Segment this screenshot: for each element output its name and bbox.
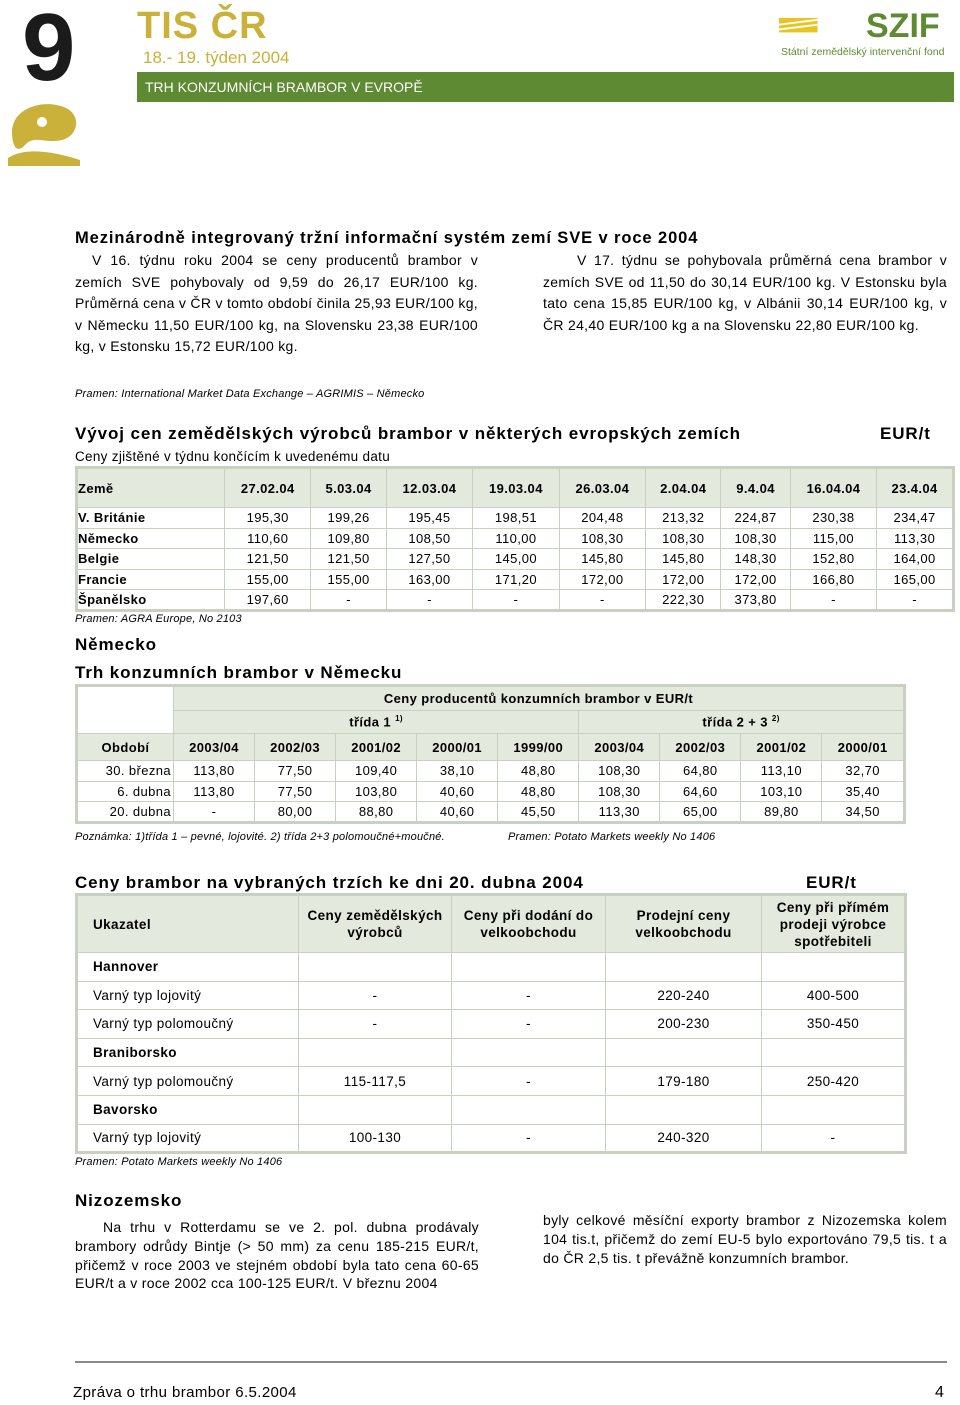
table-row bbox=[77, 981, 906, 1010]
producer-prices-subheading: Ceny zjištěné v týdnu končícím k uvedenému datu bbox=[75, 449, 391, 464]
column-header: 9.4.04 bbox=[721, 468, 790, 508]
table-cell: - bbox=[311, 590, 386, 611]
market-prices-table bbox=[75, 893, 907, 1154]
table-cell: 88,80 bbox=[336, 802, 417, 823]
table-cell: - bbox=[299, 981, 452, 1010]
column-header: 2003/04 bbox=[579, 734, 660, 761]
table-cell: 200-230 bbox=[606, 1010, 762, 1039]
table-cell: 103,80 bbox=[336, 781, 417, 802]
table-cell: 240-320 bbox=[606, 1124, 762, 1153]
table-cell: 64,60 bbox=[660, 781, 741, 802]
netherlands-heading: Nizozemsko bbox=[75, 1191, 183, 1210]
table-cell: - bbox=[452, 1010, 606, 1039]
potato-logo-icon bbox=[4, 88, 84, 168]
table-cell bbox=[299, 953, 452, 982]
producer-prices-heading: Vývoj cen zemědělských výrobců brambor v některých evropských zemích bbox=[75, 424, 741, 443]
table-cell: 222,30 bbox=[646, 590, 721, 611]
column-header: 19.03.04 bbox=[473, 468, 559, 508]
table-cell: 164,00 bbox=[877, 549, 954, 570]
table-cell: 35,40 bbox=[822, 781, 905, 802]
column-header: 16.04.04 bbox=[790, 468, 876, 508]
intro-left-paragraph: V 16. týdnu roku 2004 se ceny producentů brambor v zemích SVE pohybovaly od 9,59 do 26,17 EUR/100 kg. Průměrná cena v ČR v tomto období činila 25,93 EUR/100 kg, v Německu 11,50 EUR/100 kg, na Slovensku 23,38 EUR/100 kg, v Estonsku 15,72 EUR/100 kg. bbox=[75, 252, 478, 354]
table-cell: 350-450 bbox=[762, 1010, 906, 1039]
table-cell: 30. března bbox=[77, 761, 174, 782]
footer-page-number: 4 bbox=[935, 1384, 944, 1401]
table-cell: 65,00 bbox=[660, 802, 741, 823]
table-cell: Belgie bbox=[77, 549, 225, 570]
class1-label: třída 1 bbox=[349, 714, 392, 730]
table-cell: 250-420 bbox=[762, 1067, 906, 1096]
table-cell: - bbox=[762, 1124, 906, 1153]
table-cell bbox=[452, 1038, 606, 1067]
table-row bbox=[77, 569, 954, 590]
table-cell: 108,30 bbox=[579, 781, 660, 802]
table-cell: 230,38 bbox=[790, 508, 876, 529]
table-title: Ceny producentů konzumních brambor v EUR/t bbox=[174, 686, 905, 711]
column-header: Prodejní ceny velkoobchodu bbox=[606, 895, 762, 953]
column-header: 2000/01 bbox=[822, 734, 905, 761]
column-header: Ceny při dodání do velkoobchodu bbox=[452, 895, 606, 953]
germany-note: Poznámka: 1)třída 1 – pevné, lojovité. 2) třída 2+3 polomoučné+moučné. bbox=[75, 831, 445, 843]
table-cell bbox=[606, 1095, 762, 1124]
table-cell: - bbox=[299, 1010, 452, 1039]
table-row bbox=[77, 1095, 906, 1124]
table-cell: 113,30 bbox=[877, 528, 954, 549]
table-row bbox=[77, 1038, 906, 1067]
table-cell bbox=[452, 953, 606, 982]
week-label: 18.- 19. týden 2004 bbox=[143, 48, 290, 67]
column-header: 2000/01 bbox=[417, 734, 498, 761]
table-cell bbox=[606, 953, 762, 982]
table-cell: 145,00 bbox=[473, 549, 559, 570]
table-cell: - bbox=[386, 590, 472, 611]
table-cell: 400-500 bbox=[762, 981, 906, 1010]
table-cell: 108,30 bbox=[721, 528, 790, 549]
table-cell: 198,51 bbox=[473, 508, 559, 529]
section-bar-title: TRH KONZUMNÍCH BRAMBOR V EVROPĚ bbox=[145, 79, 423, 95]
table-cell: 48,80 bbox=[498, 781, 579, 802]
table-cell: 166,80 bbox=[790, 569, 876, 590]
table-cell: Braniborsko bbox=[77, 1038, 299, 1067]
column-header: Ceny zemědělských výrobců bbox=[299, 895, 452, 953]
table-cell: 145,80 bbox=[646, 549, 721, 570]
table-cell: 213,32 bbox=[646, 508, 721, 529]
table-cell bbox=[762, 953, 906, 982]
table-cell: - bbox=[559, 590, 645, 611]
footer-divider bbox=[75, 1361, 947, 1363]
table-cell bbox=[762, 1095, 906, 1124]
table-cell: 224,87 bbox=[721, 508, 790, 529]
intro-heading: Mezinárodně integrovaný tržní informační systém zemí SVE v roce 2004 bbox=[75, 229, 699, 247]
column-header: 1999/00 bbox=[498, 734, 579, 761]
table-cell: 234,47 bbox=[877, 508, 954, 529]
table-cell: 204,48 bbox=[559, 508, 645, 529]
logo-subtitle: Státní zemědělský intervenční fond bbox=[781, 46, 945, 58]
table-cell: - bbox=[790, 590, 876, 611]
table-cell: Bavorsko bbox=[77, 1095, 299, 1124]
table-cell bbox=[762, 1038, 906, 1067]
table-cell bbox=[606, 1038, 762, 1067]
column-header: 27.02.04 bbox=[225, 468, 311, 508]
table-cell: 6. dubna bbox=[77, 781, 174, 802]
column-header: 23.4.04 bbox=[877, 468, 954, 508]
column-header: 5.03.04 bbox=[311, 468, 386, 508]
producer-prices-table bbox=[75, 466, 955, 612]
table-cell: 163,00 bbox=[386, 569, 472, 590]
netherlands-left-paragraph: Na trhu v Rotterdamu se ve 2. pol. dubna prodávaly brambory odrůdy Bintje (> 50 mm) za cenu 185-215 EUR/t, přičemž v roce 2003 ve stejném období byla tato cena 60-65 EUR/t a v roce 2002 cca 100-125 EUR/t. V březnu 2004 bbox=[75, 1219, 479, 1292]
class23-label: třída 2 + 3 bbox=[702, 714, 768, 730]
netherlands-right-paragraph: byly celkové měsíční exporty brambor z Nizozemska kolem 104 tis.t, přičemž do zemí EU-5 bylo exportováno 79,5 tis. t a do ČR 2,5 tis. t převážně konzumních brambor. bbox=[543, 1212, 947, 1266]
table-cell bbox=[299, 1038, 452, 1067]
table-cell: 179-180 bbox=[606, 1067, 762, 1096]
table-cell: 172,00 bbox=[646, 569, 721, 590]
table-cell: - bbox=[452, 981, 606, 1010]
table-header-row bbox=[77, 468, 954, 508]
table-row bbox=[77, 528, 954, 549]
table-cell: 145,80 bbox=[559, 549, 645, 570]
table-cell: 89,80 bbox=[741, 802, 822, 823]
table-cell bbox=[299, 1095, 452, 1124]
table-cell: 113,80 bbox=[174, 761, 255, 782]
column-header: 12.03.04 bbox=[386, 468, 472, 508]
table-cell: 115,00 bbox=[790, 528, 876, 549]
table-cell: 100-130 bbox=[299, 1124, 452, 1153]
table-row bbox=[77, 1010, 906, 1039]
class1-footnote: 1) bbox=[395, 714, 403, 724]
table-row bbox=[77, 781, 905, 802]
table-cell: 64,80 bbox=[660, 761, 741, 782]
table-cell: 197,60 bbox=[225, 590, 311, 611]
table-cell: Španělsko bbox=[77, 590, 225, 611]
class23-footnote: 2) bbox=[771, 714, 780, 724]
chapter-number: 9 bbox=[22, 0, 72, 101]
table-cell: 155,00 bbox=[225, 569, 311, 590]
germany-heading: Německo bbox=[75, 635, 157, 654]
column-header: 2001/02 bbox=[741, 734, 822, 761]
table-cell: V. Británie bbox=[77, 508, 225, 529]
table-blank-cell bbox=[77, 686, 174, 711]
table-cell: 108,30 bbox=[579, 761, 660, 782]
column-header: Země bbox=[77, 468, 225, 508]
table-cell: 148,30 bbox=[721, 549, 790, 570]
column-header: Ukazatel bbox=[77, 895, 299, 953]
table-cell bbox=[452, 1095, 606, 1124]
table-cell: 110,00 bbox=[473, 528, 559, 549]
table-cell: Francie bbox=[77, 569, 225, 590]
footer-report-title: Zpráva o trhu brambor 6.5.2004 bbox=[73, 1384, 297, 1401]
column-header: 2002/03 bbox=[660, 734, 741, 761]
germany-market-heading: Trh konzumních brambor v Německu bbox=[75, 663, 403, 682]
table-row bbox=[77, 1124, 906, 1153]
market-prices-unit: EUR/t bbox=[806, 873, 857, 892]
table-cell: 48,80 bbox=[498, 761, 579, 782]
table-cell: 108,30 bbox=[559, 528, 645, 549]
table-cell: - bbox=[174, 802, 255, 823]
column-header: 2001/02 bbox=[336, 734, 417, 761]
table-cell: 172,00 bbox=[559, 569, 645, 590]
table-cell: 40,60 bbox=[417, 802, 498, 823]
germany-prices-table bbox=[75, 684, 906, 824]
table-cell: 121,50 bbox=[225, 549, 311, 570]
table-cell: 108,30 bbox=[646, 528, 721, 549]
table-cell: 155,00 bbox=[311, 569, 386, 590]
column-header: Ceny při přímém prodeji výrobce spotřebiteli bbox=[762, 895, 906, 953]
table-cell: 171,20 bbox=[473, 569, 559, 590]
table-row bbox=[77, 549, 954, 570]
table-cell: - bbox=[473, 590, 559, 611]
table-cell: 165,00 bbox=[877, 569, 954, 590]
table-row bbox=[77, 590, 954, 611]
table-cell: Hannover bbox=[77, 953, 299, 982]
table-cell: 195,30 bbox=[225, 508, 311, 529]
table-blank-cell bbox=[77, 711, 174, 734]
table-cell: 34,50 bbox=[822, 802, 905, 823]
table-row bbox=[77, 508, 954, 529]
producer-prices-source: Pramen: AGRA Europe, No 2103 bbox=[75, 613, 242, 625]
market-prices-heading: Ceny brambor na vybraných trzích ke dni 20. dubna 2004 bbox=[75, 873, 584, 892]
table-cell: 220-240 bbox=[606, 981, 762, 1010]
table-row bbox=[77, 802, 905, 823]
table-cell: 77,50 bbox=[255, 781, 336, 802]
table-cell: 32,70 bbox=[822, 761, 905, 782]
table-cell: 103,10 bbox=[741, 781, 822, 802]
table-cell: 40,60 bbox=[417, 781, 498, 802]
table-cell: 109,40 bbox=[336, 761, 417, 782]
table-cell: 115-117,5 bbox=[299, 1067, 452, 1096]
table-row bbox=[77, 1067, 906, 1096]
table-cell: 152,80 bbox=[790, 549, 876, 570]
table-cell: 127,50 bbox=[386, 549, 472, 570]
table-cell: - bbox=[452, 1124, 606, 1153]
table-cell: 109,80 bbox=[311, 528, 386, 549]
table-cell: 373,80 bbox=[721, 590, 790, 611]
page-title: TIS ČR bbox=[137, 5, 268, 47]
table-header-row bbox=[77, 895, 906, 953]
table-cell: Varný typ lojovitý bbox=[77, 1124, 299, 1153]
table-cell: 172,00 bbox=[721, 569, 790, 590]
section-bar bbox=[137, 72, 954, 102]
table-cell: 110,60 bbox=[225, 528, 311, 549]
table-cell: 113,30 bbox=[579, 802, 660, 823]
intro-source: Pramen: International Market Data Exchange – AGRIMIS – Německo bbox=[75, 388, 425, 400]
column-header: 2002/03 bbox=[255, 734, 336, 761]
table-cell: 113,80 bbox=[174, 781, 255, 802]
table-cell: 121,50 bbox=[311, 549, 386, 570]
table-cell: Německo bbox=[77, 528, 225, 549]
column-header: 2003/04 bbox=[174, 734, 255, 761]
table-cell: 195,45 bbox=[386, 508, 472, 529]
column-header: 2.04.04 bbox=[646, 468, 721, 508]
table-cell: 199,26 bbox=[311, 508, 386, 529]
table-cell: 77,50 bbox=[255, 761, 336, 782]
table-cell: - bbox=[452, 1067, 606, 1096]
germany-source: Pramen: Potato Markets weekly No 1406 bbox=[508, 831, 716, 843]
class1-header bbox=[174, 711, 579, 734]
table-cell: - bbox=[877, 590, 954, 611]
column-header: 26.03.04 bbox=[559, 468, 645, 508]
table-cell: 80,00 bbox=[255, 802, 336, 823]
table-cell: 45,50 bbox=[498, 802, 579, 823]
table-row bbox=[77, 953, 906, 982]
column-header: Období bbox=[77, 734, 174, 761]
table-cell: 108,50 bbox=[386, 528, 472, 549]
intro-right-paragraph: V 17. týdnu se pohybovala průměrná cena brambor v zemích SVE od 11,50 do 30,14 EUR/100 kg. V Estonsku byla tato cena 15,85 EUR/100 kg, v Albánii 30,14 EUR/100 kg, v ČR 24,40 EUR/100 kg a na Slovensku 22,80 EUR/100 kg. bbox=[543, 252, 947, 333]
logo-text: SZIF bbox=[866, 7, 940, 45]
table-cell: Varný typ lojovitý bbox=[77, 981, 299, 1010]
table-cell: 20. dubna bbox=[77, 802, 174, 823]
market-prices-source: Pramen: Potato Markets weekly No 1406 bbox=[75, 1156, 283, 1168]
class23-header bbox=[579, 711, 905, 734]
table-cell: 113,10 bbox=[741, 761, 822, 782]
szif-emblem-icon bbox=[778, 12, 862, 46]
producer-prices-unit: EUR/t bbox=[880, 424, 931, 443]
table-row bbox=[77, 761, 905, 782]
table-cell: 38,10 bbox=[417, 761, 498, 782]
table-cell: Varný typ polomoučný bbox=[77, 1010, 299, 1039]
table-cell: Varný typ polomoučný bbox=[77, 1067, 299, 1096]
